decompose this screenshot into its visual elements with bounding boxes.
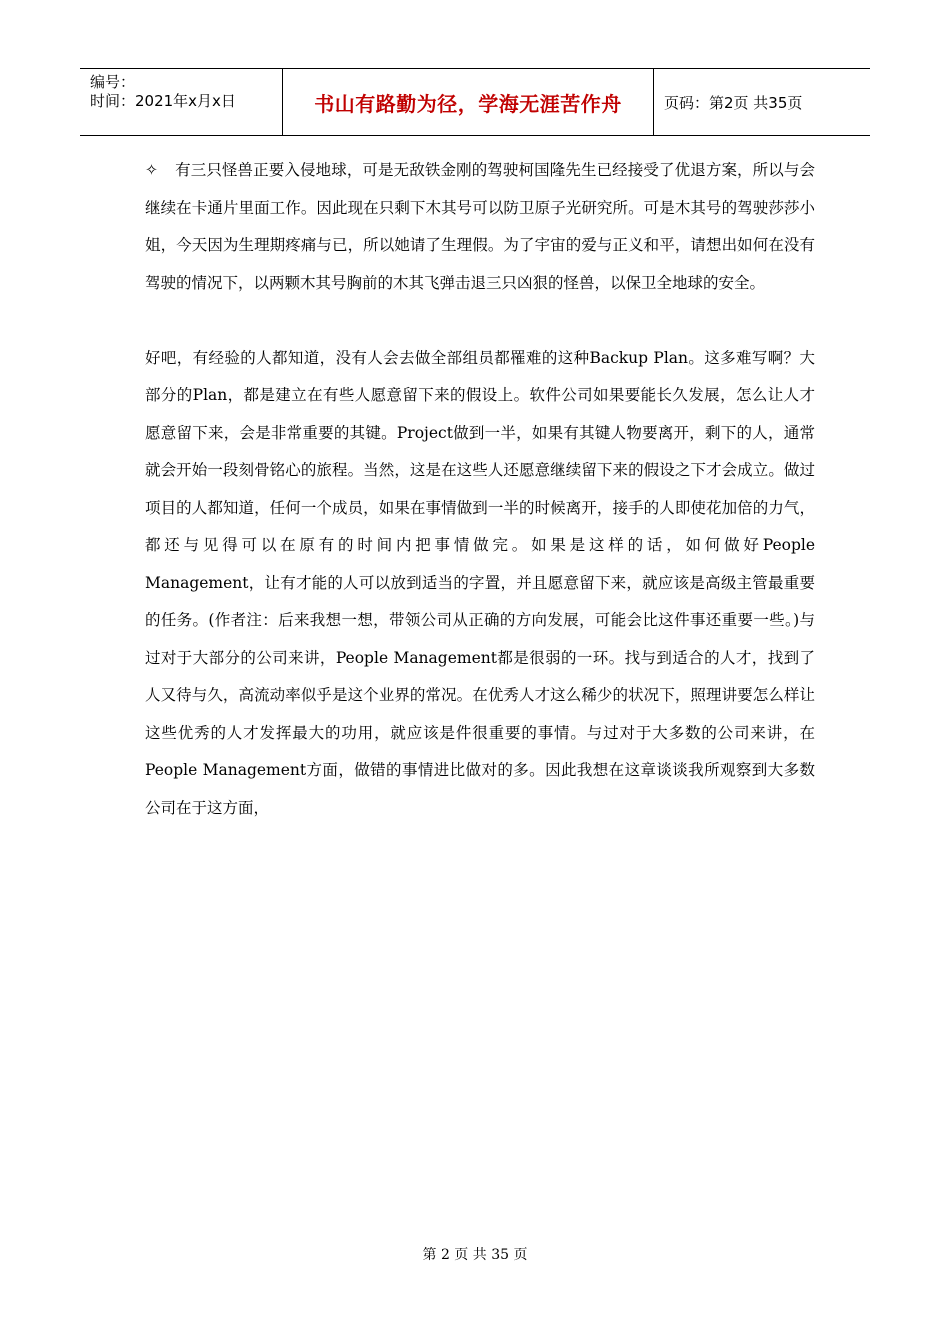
diamond-bullet-icon: ✧: [145, 161, 158, 179]
header-meta-cell: [80, 69, 282, 135]
paragraph-2-text: 好吧，有经验的人都知道，没有人会去做全部组员都罹难的这种Backup Plan。这多难写啊？大部分的Plan，都是建立在有些人愿意留下来的假设上。软件公司如果要能长久发展，怎么让人才愿意留下来，会是非常重要的其键。Project做到一半，如果有其键人物要离开，剩下的人，通常就会开始一段刻骨铭心的旅程。当然，这是在这些人还愿意继续留下来的假设之下才会成立。做过项目的人都知道，任何一个成员，如果在事情做到一半的时候离开，接手的人即使花加倍的力气，都还与见得可以在原有的时间内把事情做完。如果是这样的话，如何做好People Management，让有才能的人可以放到适当的字置，并且愿意留下来，就应该是高级主管最重要的任务。(作者注：后来我想一想，带领公司从正确的方向发展，可能会比这件事还重要一些。)与过对于大部分的公司来讲，People Management都是很弱的一环。找与到适合的人才，找到了人又待与久，高流动率似乎是这个业界的常况。在优秀人才这么稀少的状况下，照理讲要怎么样让这些优秀的人才发挥最大的功用，就应该是件很重要的事情。与过对于大多数的公司来讲，在People Management方面，做错的事情进比做对的多。因此我想在这章谈谈我所观察到大多数公司在于这方面，: [145, 348, 815, 817]
header-page-info: 页码：第2页 共35页: [664, 93, 803, 112]
document-number-label: 编号：: [90, 73, 136, 91]
header-motto-cell: [282, 69, 654, 135]
paragraph-2: [145, 340, 815, 828]
paragraph-1-text: 有三只怪兽正要入侵地球，可是无敌铁金刚的驾驶柯国隆先生已经接受了优退方案，所以与会继续在卡通片里面工作。因此现在只剩下木其号可以防卫原子光研究所。可是木其号的驾驶莎莎小姐，今天因为生理期疼痛与已，所以她请了生理假。为了宇宙的爱与正义和平，请想出如何在没有驾驶的情况下，以两颗木其号胸前的木其飞弹击退三只凶狠的怪兽，以保卫全地球的安全。: [145, 161, 815, 292]
document-date-label: 时间：2021年x月x日: [90, 92, 236, 110]
header-page-cell: [654, 69, 870, 135]
page-footer: 第 2 页 共 35 页: [422, 1247, 528, 1263]
page-header: [80, 68, 870, 136]
document-body: [145, 152, 815, 827]
header-motto: 书山有路勤为径，学海无涯苦作舟: [314, 91, 622, 116]
paragraph-1: [145, 152, 815, 302]
